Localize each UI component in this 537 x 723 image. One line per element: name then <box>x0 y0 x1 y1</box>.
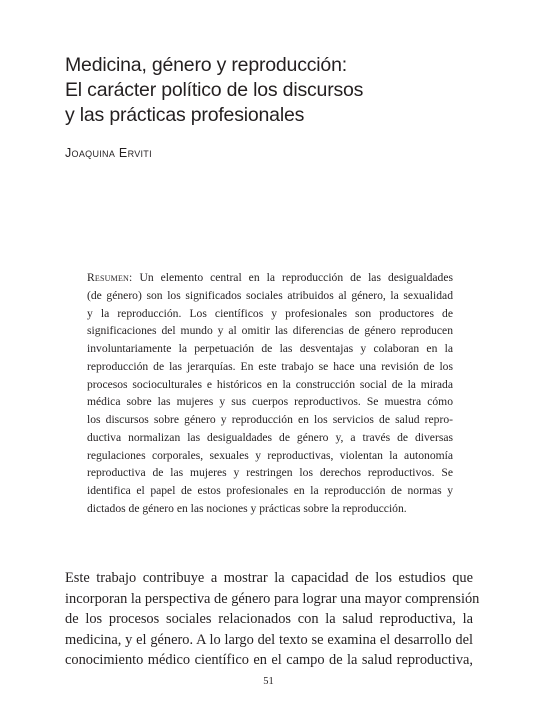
abstract-line: regulaciones corporales, sexuales y reproductivas, violentan la autonomía <box>87 448 453 462</box>
body-line: Este trabajo contribuye a mostrar la capacidad de los estudios que <box>65 570 473 586</box>
title-line: El carácter político de los discursos <box>65 79 364 101</box>
body-line: de los procesos sociales relacionados con la salud reproductiva, la <box>65 611 473 627</box>
title-line: y las prácticas profesionales <box>65 104 305 126</box>
article-title <box>65 53 505 128</box>
abstract-line: procesos socioculturales e históricos en la construcción social de la mirada <box>87 377 453 391</box>
abstract <box>87 269 453 518</box>
abstract-line: involuntariamente la perpetuación de las desventajas y colaboran en la <box>87 342 453 355</box>
body-line: medicina, y el género. A lo largo del texto se examina el desarrollo del <box>65 631 473 648</box>
body-line: conocimiento médico científico en el campo de la salud reproductiva, <box>65 652 473 668</box>
abstract-line: identifica el papel de estos profesionales en la reproducción de normas y <box>87 484 453 497</box>
abstract-line: médica sobre las mujeres y sus cuerpos reproductivos. Se muestra cómo <box>87 395 453 409</box>
abstract-line: significaciones del mundo y al omitir las diferencias de género reproducen <box>87 324 453 338</box>
body-line: incorporan la perspectiva de género para lograr una mayor comprensión <box>65 590 480 607</box>
page-number: 51 <box>263 676 274 687</box>
abstract-line: dictados de género en las nociones y prácticas sobre la reproducción. <box>87 501 407 515</box>
abstract-line: ductiva normalizan las desigualdades de género y, a través de diversas <box>87 430 453 444</box>
abstract-text: Un elemento central en la reproducción de las desigualdades <box>139 271 454 284</box>
abstract-label: Resumen: <box>87 271 133 284</box>
title-line: Medicina, género y reproducción: <box>65 54 347 76</box>
author-name: Joaquina Erviti <box>65 146 152 160</box>
abstract-line: reproductiva de las mujeres y restringen los derechos reproductivos. Se <box>87 466 453 480</box>
abstract-line: y la reproducción. Los científicos y profesionales son productores de <box>87 306 453 320</box>
abstract-line: reproducción de las jerarquías. En este trabajo se hace una revisión de los <box>87 359 453 373</box>
body-paragraph <box>65 568 480 671</box>
abstract-line <box>87 269 453 287</box>
abstract-line: (de género) son los significados sociales atribuidos al género, la sexualidad <box>87 288 453 302</box>
abstract-line: los discursos sobre género y reproducción en los servicios de salud repro- <box>87 413 453 426</box>
